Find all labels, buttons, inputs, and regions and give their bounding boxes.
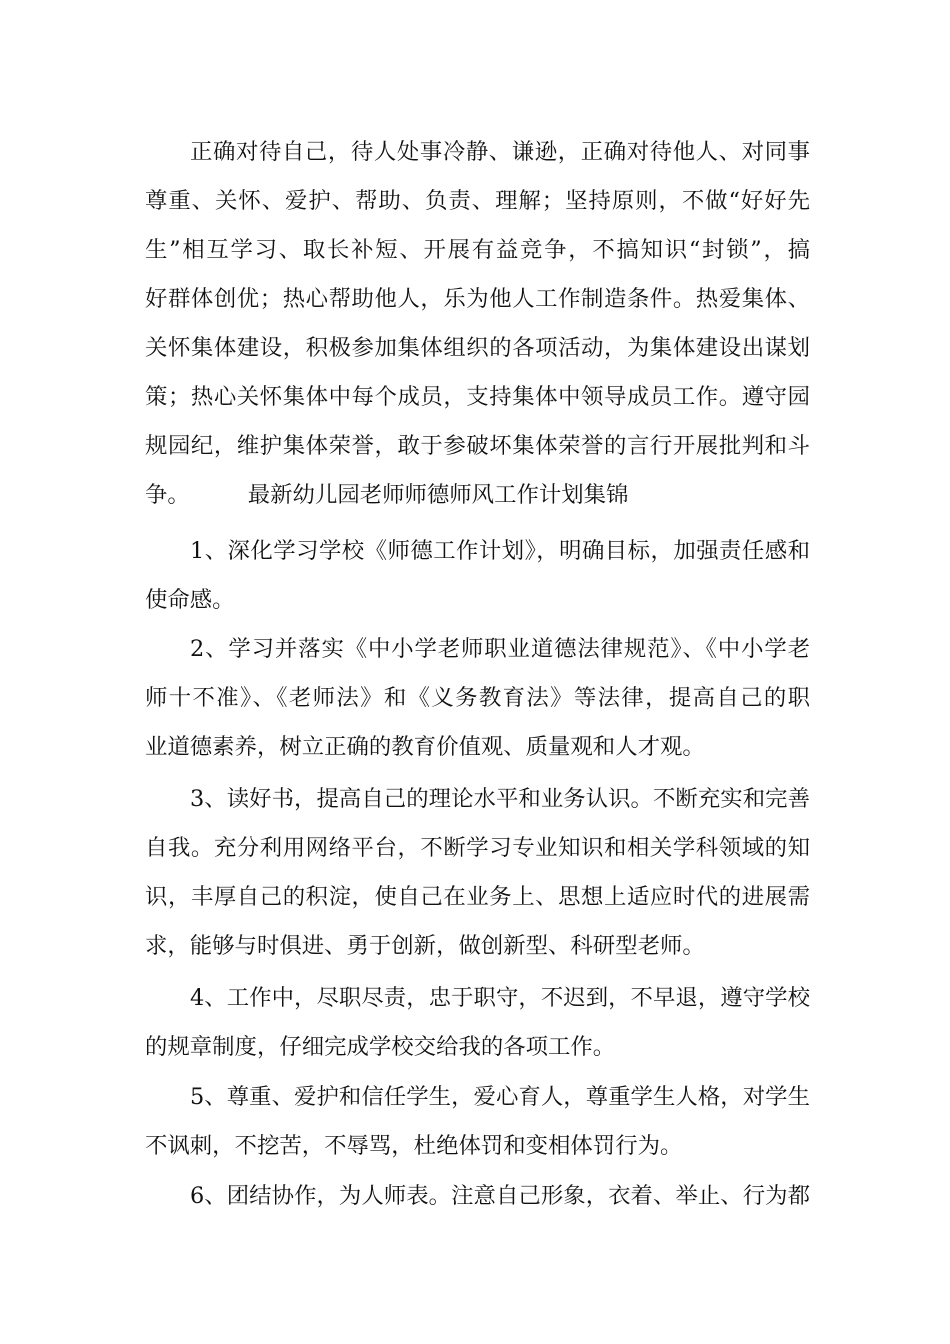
section-title: 最新幼儿园老师师德师风工作计划集锦 (247, 482, 629, 508)
text-line: 生”相互学习、取长补短、开展有益竞争，不搞知识“封锁”，搞 (145, 237, 810, 263)
text-line: 3、读好书，提高自己的理论水平和业务认识。不断充实和完善 (190, 786, 810, 812)
text-line: 业道德素养，树立正确的教育价值观、质量观和人才观。 (145, 734, 705, 760)
text-line: 求，能够与时俱进、勇于创新，做创新型、科研型老师。 (145, 933, 705, 959)
text-line: 规园纪，维护集体荣誉，敢于参破坏集体荣誉的言行开展批判和斗 (145, 433, 810, 459)
text-line: 使命感。 (145, 587, 235, 613)
text-line: 6、团结协作，为人师表。注意自己形象，衣着、举止、行为都 (190, 1183, 810, 1209)
text-line: 1、深化学习学校《师德工作计划》，明确目标，加强责任感和 (190, 538, 810, 564)
text-line: 争。 (145, 482, 190, 508)
text-line-with-title (145, 475, 810, 515)
text-line: 自我。充分利用网络平台，不断学习专业知识和相关学科领域的知 (145, 835, 810, 861)
text-line: 4、工作中，尽职尽责，忠于职守，不迟到，不早退，遵守学校 (190, 985, 810, 1011)
text-line: 正确对待自己，待人处事冷静、谦逊，正确对待他人、对同事 (190, 139, 810, 165)
text-line: 5、尊重、爱护和信任学生，爱心育人，尊重学生人格，对学生 (190, 1084, 810, 1110)
text-line: 识，丰厚自己的积淀，使自己在业务上、思想上适应时代的进展需 (145, 884, 810, 910)
text-line: 师十不准》、《老师法》和《义务教育法》等法律，提高自己的职 (145, 685, 810, 711)
text-line: 策；热心关怀集体中每个成员，支持集体中领导成员工作。遵守园 (145, 384, 810, 410)
text-line: 的规章制度，仔细完成学校交给我的各项工作。 (145, 1034, 616, 1060)
text-line: 好群体创优；热心帮助他人，乐为他人工作制造条件。热爱集体、 (145, 286, 810, 312)
text-line: 关怀集体建设，积极参加集体组织的各项活动，为集体建设出谋划 (145, 335, 810, 361)
text-line: 尊重、关怀、爱护、帮助、负责、理解；坚持原则，不做“好好先 (145, 188, 810, 214)
text-line: 不讽刺，不挖苦，不辱骂，杜绝体罚和变相体罚行为。 (145, 1133, 683, 1159)
text-line: 2、学习并落实《中小学老师职业道德法律规范》、《中小学老 (190, 636, 810, 662)
